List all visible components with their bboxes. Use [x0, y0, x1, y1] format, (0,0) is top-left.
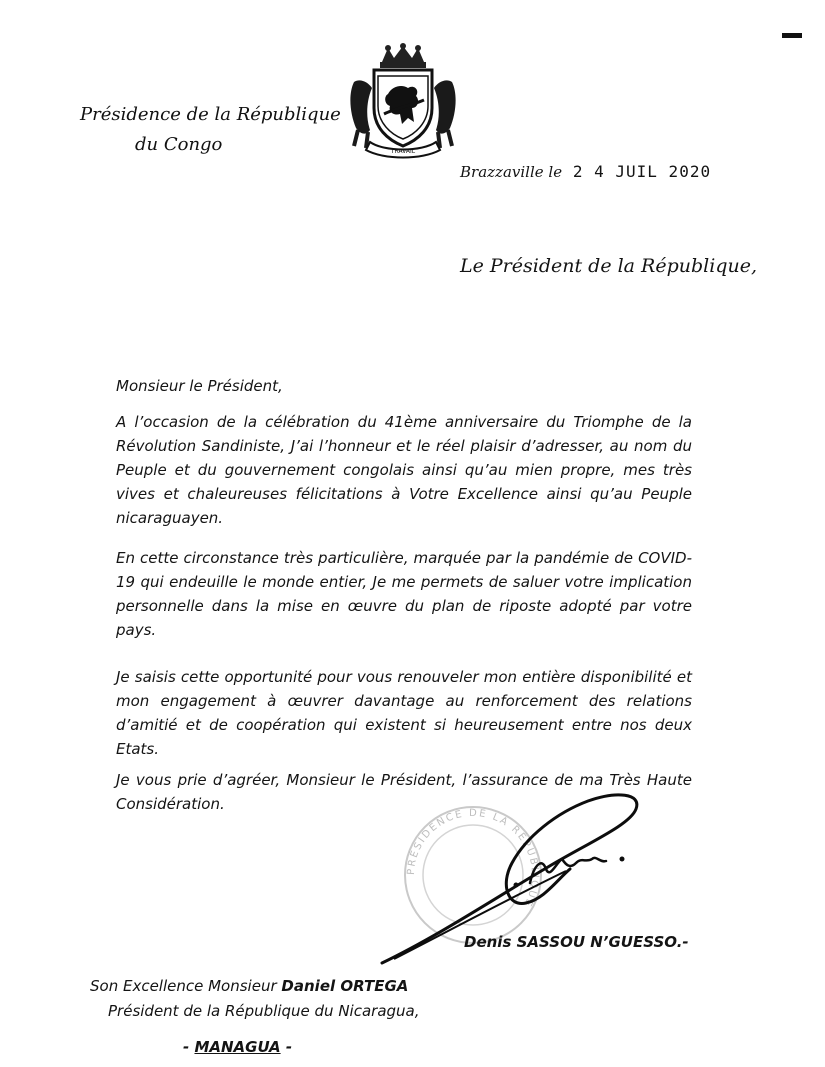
salutation: Monsieur le Président,: [116, 377, 283, 395]
recipient-name: Daniel ORTEGA: [281, 977, 409, 995]
seal-text: PRÉSIDENCE DE LA RÉPUBLIQUE: [405, 807, 541, 910]
city-name: MANAGUA: [194, 1038, 281, 1056]
scan-corner-mark: [782, 33, 802, 38]
signer-name: Denis SASSOU N’GUESSO.-: [464, 933, 689, 951]
recipient-city: [183, 1038, 292, 1056]
issuer-line-2: du Congo: [135, 134, 223, 155]
city-dash-right: -: [285, 1038, 293, 1056]
letter-paragraph-4: Je vous prie d’agréer, Monsieur le Président, l’assurance de ma Très Haute Considération.: [116, 771, 692, 813]
emblem-motto: TRAVAIL: [390, 148, 416, 155]
coat-of-arms-icon: [344, 42, 462, 160]
letter-paragraph-3: Je saisis cette opportunité pour vous renouveler mon entière disponibilité et mon engagement à œuvrer davantage au renforcement des relations d’amitié et de coopération qui existent si heureusement entre nos deux Etats.: [116, 668, 692, 758]
letter-paragraph-1: A l’occasion de la célébration du 41ème anniversaire du Triomphe de la Révolution Sandiniste, J’ai l’honneur et le réel plaisir d’adresser, au nom du Peuple et du gouvernement congolais ainsi qu’au mien propre, mes très vives et chaleureuses félicitations à Votre Excellence ainsi qu’au Peuple nicaraguayen.: [116, 413, 692, 527]
city-dash-left: -: [183, 1038, 190, 1056]
dateline-place: Brazzaville le: [460, 163, 563, 181]
dateline: [460, 162, 711, 181]
sender-title: Le Président de la République,: [460, 255, 757, 277]
issuer-line-1: Présidence de la République: [80, 104, 341, 125]
recipient-prefix: Son Excellence Monsieur: [90, 977, 277, 995]
letter-paragraph-2: En cette circonstance très particulière, marquée par la pandémie de COVID-19 qui endeuille le monde entier, Je me permets de saluer votre implication personnelle dans la mise en œuvre du plan de riposte adopté par votre pays.: [116, 549, 692, 639]
date-stamp: 2 4 JUIL 2020: [572, 162, 712, 181]
recipient-title: Président de la République du Nicaragua,: [108, 1002, 420, 1020]
recipient-line-1: [90, 977, 408, 995]
